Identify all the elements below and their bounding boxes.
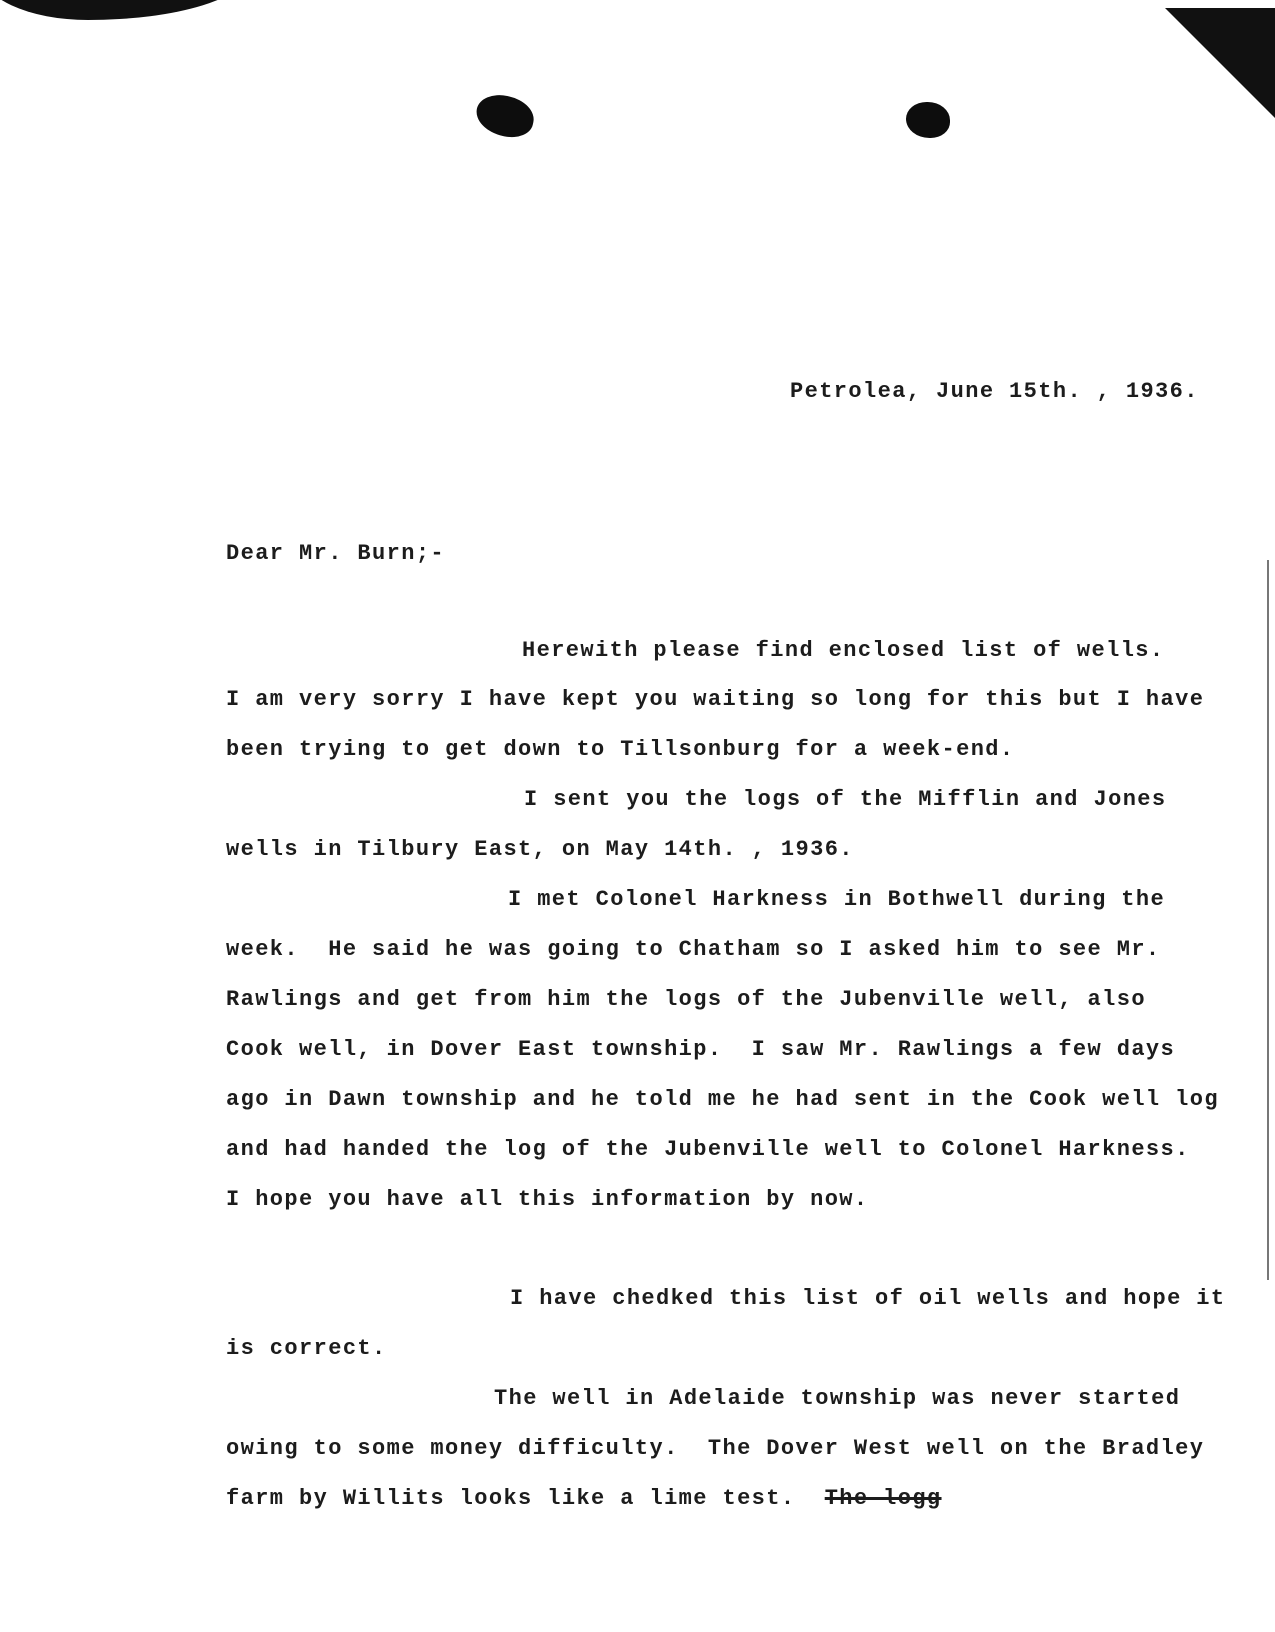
body-line: been trying to get down to Tillsonburg for a week-end.: [226, 737, 1015, 762]
body-line: Cook well, in Dover East township. I saw Mr. Rawlings a few days: [226, 1037, 1176, 1062]
body-line-last: [226, 1485, 942, 1513]
body-line: is correct.: [226, 1336, 387, 1361]
body-line: I met Colonel Harkness in Bothwell during the: [508, 887, 1166, 912]
body-line: I sent you the logs of the Mifflin and Jones: [524, 787, 1167, 812]
body-line: wells in Tilbury East, on May 14th. , 1936.: [226, 837, 854, 862]
scan-shadow-top-left: [0, 0, 250, 20]
body-line: Herewith please find enclosed list of wells.: [522, 638, 1165, 663]
body-line: Rawlings and get from him the logs of the Jubenville well, also: [226, 987, 1146, 1012]
body-line: ago in Dawn township and he told me he had sent in the Cook well log: [226, 1087, 1219, 1112]
body-line: and had handed the log of the Jubenville well to Colonel Harkness.: [226, 1137, 1190, 1162]
body-line: I am very sorry I have kept you waiting so long for this but I have: [226, 687, 1205, 712]
punch-hole-right: [906, 102, 950, 138]
salutation: Dear Mr. Burn;-: [226, 541, 446, 566]
scan-corner-top-right: [1165, 8, 1275, 118]
struck-out-text: The logg: [824, 1486, 942, 1511]
dateline: Petrolea, June 15th. , 1936.: [790, 379, 1199, 404]
paper-edge-right: [1267, 560, 1269, 1280]
body-line: The well in Adelaide township was never started: [494, 1386, 1181, 1411]
last-line-text: farm by Willits looks like a lime test.: [226, 1486, 796, 1511]
body-line: owing to some money difficulty. The Dover West well on the Bradley: [226, 1436, 1205, 1461]
punch-hole-left: [472, 90, 537, 141]
body-line: I hope you have all this information by now.: [226, 1187, 869, 1212]
body-line: I have chedked this list of oil wells and hope it: [510, 1286, 1226, 1311]
body-line: week. He said he was going to Chatham so I asked him to see Mr.: [226, 937, 1161, 962]
